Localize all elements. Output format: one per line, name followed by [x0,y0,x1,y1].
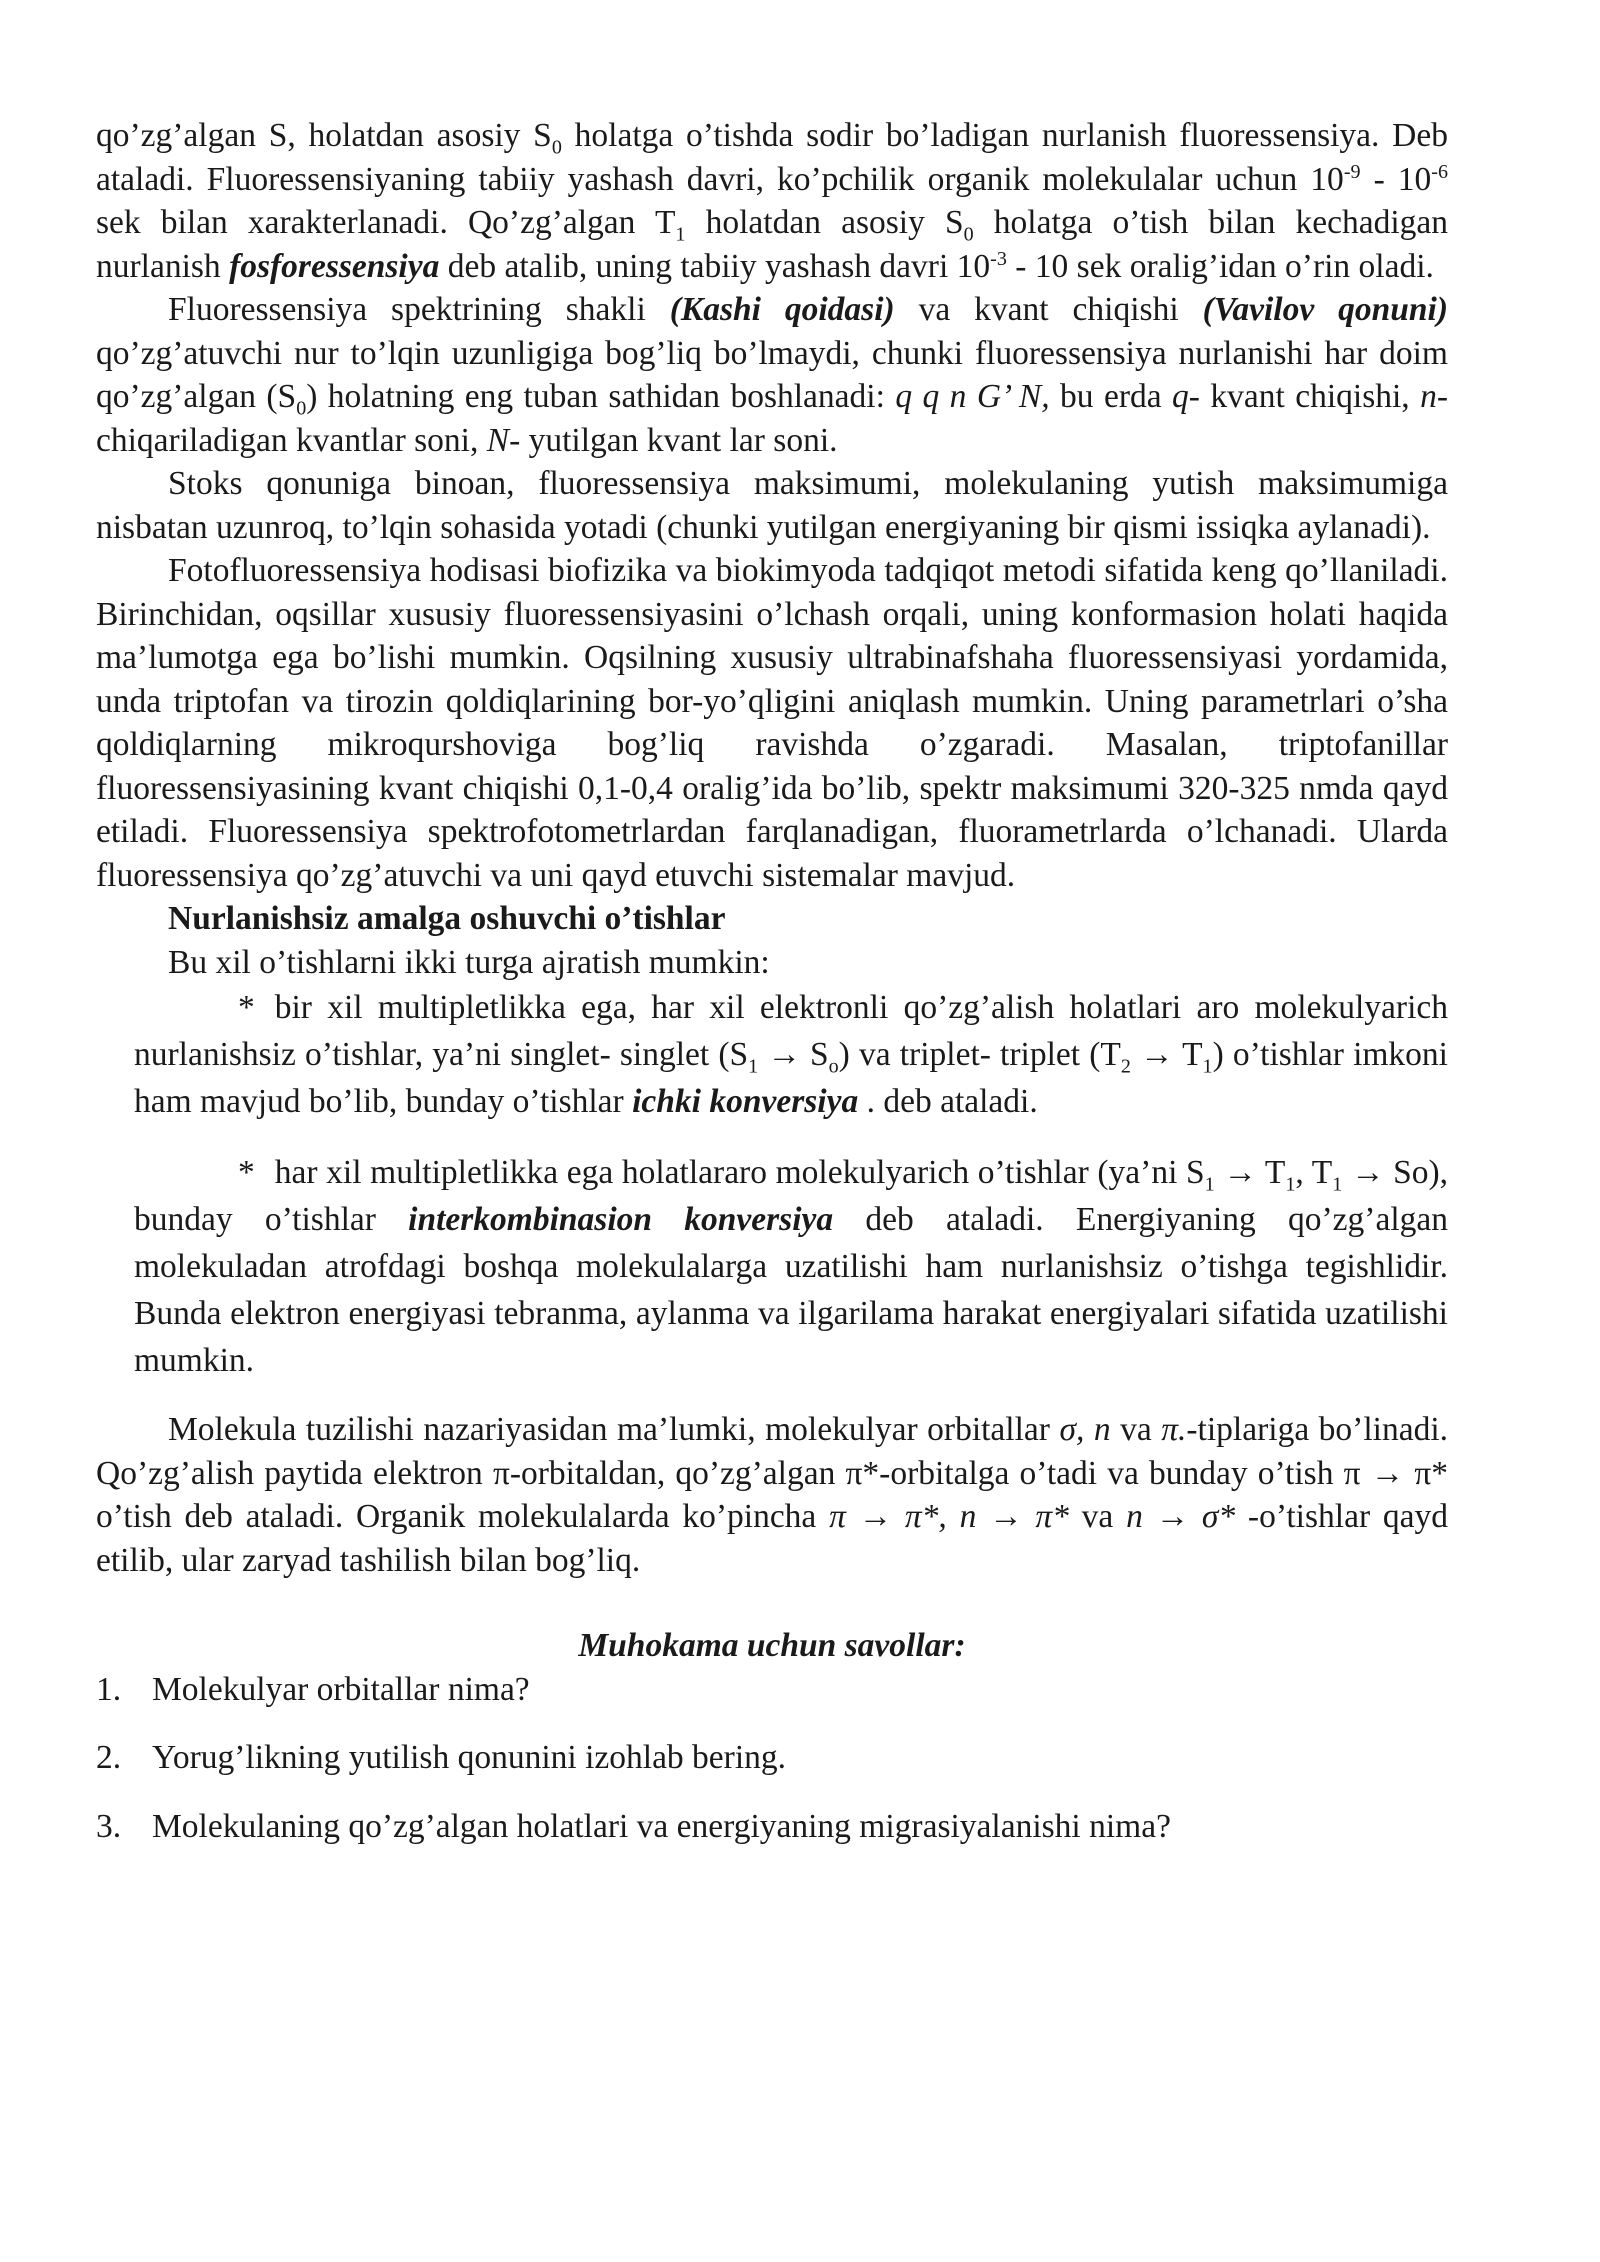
term-intersystem-conversion: interkombinasion konversiya [408,1201,834,1238]
text-run: har xil multipletlikka ega holatlararo molekulyarich o’tishlar (ya’ni S [274,1154,1205,1191]
subscript: 1 [748,1055,759,1078]
text-run: ) o’tishlar imkoni ham mavjud bo’lib, bunday o’tishlar [134,1036,1448,1120]
text-run: Molekula tuzilishi nazariyasidan ma’lumki, molekulyar orbitallar [168,1411,1060,1448]
paragraph-fluorescence-definition [96,114,1448,288]
list-number: 1. [96,1670,122,1708]
paragraph-intro: Bu xil o’tishlarni ikki turga ajratish mumkin: [168,943,770,981]
symbol: π. [1161,1411,1187,1448]
paragraph-stokes-law: Stoks qonuniga binoan, fluoressensiya maksimumi, molekulaning yutish maksimumiga nisbatan uzunroq, to’lqin sohasida yotadi (chunki yutilgan energiyaning bir qismi issiqka aylanadi). [96,465,1448,546]
text-run: → T [1130,1036,1203,1073]
formula: q q n G’ N, [895,378,1050,415]
text-run: -tiplariga bo’linadi. Qo’zg’alish paytida elektron π-orbitaldan, qo’zg’algan π*-orbitalga o’tadi va bunday o’tish π → π* o’tish deb ataladi. Organik molekulalarda ko’pincha [96,1411,1449,1535]
question-text: Yorug’likning yutilish qonunini izohlab bering. [152,1739,787,1776]
symbol: σ, n [1059,1411,1111,1448]
list-item [96,1805,1448,1849]
text-run: holatga o’tish bilan kechadigan nurlanish [96,204,1448,285]
bullet-internal-conversion [134,984,1448,1125]
text-run: va [1110,1411,1162,1448]
bullet-marker: * [238,989,255,1026]
list-item [96,1736,1448,1780]
text-run: deb ataladi. Energiyaning qo’zg’algan molekuladan atrofdagi boshqa molekulalarga uzatilishi ham nurlanishsiz o’tishga tegishlidir. Bunda elektron energiyasi tebranma, aylanma va ilgarilama harakat energiyalari sifatida uzatilishi mumkin. [134,1201,1449,1379]
term-vavilov-law: (Vavilov qonuni) [1202,291,1449,328]
text-run: holatdan asosiy S [685,204,964,241]
text-run: - yutilgan kvant lar soni. [509,421,838,459]
list-item [96,1668,1448,1712]
superscript: -6 [1431,160,1448,183]
subscript: 0 [963,223,974,246]
list-number: 2. [96,1739,122,1776]
text-run: sek bilan xarakterlanadi. Qo’zg’algan T [96,204,676,241]
text-run: . deb ataladi. [858,1083,1038,1120]
list-number: 3. [96,1807,122,1845]
text-run: ) holatning eng tuban sathidan boshlanadi: [306,378,896,415]
bullet-intersystem-conversion [134,1149,1448,1384]
text-run: - kvant chiqishi, [1188,378,1421,415]
subscript: 2 [1120,1055,1131,1078]
subscript: o [828,1055,839,1078]
text-run: - 10 [1360,160,1432,198]
bullet-marker: * [238,1154,255,1191]
text-run: → So), bunday o’tishlar [134,1154,1448,1238]
term-internal-conversion: ichki konversiya [632,1083,859,1120]
text-run: ) va triplet- triplet (T [838,1036,1121,1073]
text-run: → T [1214,1154,1286,1191]
text-run: - chiqariladigan kvantlar soni, [96,378,1448,459]
text-run: deb atalib, uning tabiiy yashash davri 10 [439,247,991,285]
text-run: bir xil multipletlikka ega, har xil elektronli qo’zg’alish holatlari aro molekulyarich nurlanishsiz o’tishlar, ya’ni singlet- singlet (S [134,989,1448,1073]
subscript: 0 [296,397,307,420]
text-run: → S [758,1036,829,1073]
text-run: - 10 sek oralig’idan o’rin oladi. [1006,247,1434,285]
questions-list [96,1668,1448,1849]
paragraph-photofluorescence: Fotofluoressensiya hodisasi biofizika va biokimyoda tadqiqot metodi sifatida keng qo’llaniladi. Birinchidan, oqsillar xususiy fluoressensiyasini o’lchash orqali, uning konformasion holati haqida ma’lumotga ega bo’lishi mumkin. Oqsilning xususiy ultrabinafshaha fluoressensiyasi yordamida, unda triptofan va tirozin qoldiqlarining bor-yo’qligini aniqlash mumkin. Uning parametrlari o’sha qoldiqlarning mikroqurshoviga bog’liq ravishda o’zgaradi. Masalan, triptofanillar fluoressensiyasining kvant chiqishi 0,1-0,4 oralig’ida bo’lib, spektr maksimumi 320-325 nmda qayd etiladi. Fluoressensiya spektrofotometrlardan farqlanadigan, fluorametrlarda o’lchanadi. Ularda fluoressensiya qo’zg’atuvchi va uni qayd etuvchi sistemalar mavjud. [96,552,1448,894]
subscript: 1 [1204,1173,1215,1196]
subscript: 0 [551,136,562,159]
term-kasha-rule: (Kashi qoidasi) [669,291,895,328]
document-page [96,114,1448,1873]
subscript: 1 [1285,1173,1296,1196]
text-run: qo’zg’atuvchi nur to’lqin uzunligiga bog’liq bo’lmaydi, chunki fluoressensiya nurlanishi har doim qo’zg’algan (S [96,334,1448,415]
text-run: -o’tishlar qayd etilib, ular zaryad tashilish bilan bog’liq. [96,1498,1448,1579]
question-text: Molekulyar orbitallar nima? [152,1670,530,1708]
question-text: Molekulaning qo’zg’algan holatlari va energiyaning migrasiyalanishi nima? [152,1807,1171,1845]
text-run: qo’zg’algan S, holatdan asosiy S [96,117,552,154]
subscript: 1 [1332,1173,1343,1196]
text-run: holatga o’tishda sodir bo’ladigan nurlanish fluoressensiya. Deb ataladi. Fluoressensiyaning tabiiy yashash davri, ko’pchilik organik molekulalar uchun 10 [96,117,1448,198]
term-phosphorescence: fosforessensiya [229,247,440,285]
variable: q [1172,378,1189,415]
superscript: -3 [990,247,1007,270]
subscript: 1 [1202,1055,1213,1078]
subscript: 1 [675,223,686,246]
superscript: -9 [1343,160,1361,183]
symbol: n → σ* [1126,1498,1236,1535]
text-run: va kvant chiqishi [894,291,1203,328]
text-run: bu erda [1049,378,1173,415]
questions-title: Muhokama uchun savollar: [578,1627,966,1664]
symbol: π → π*, n → π* [829,1498,1069,1535]
text-run: Fluoressensiya spektrining shakli [168,291,670,328]
variable: n [1420,378,1437,415]
text-run: va [1068,1498,1127,1535]
paragraph-kasha-vavilov [96,288,1448,462]
section-heading: Nurlanishsiz amalga oshuvchi o’tishlar [168,900,726,937]
text-run: , T [1295,1154,1333,1191]
variable: N [486,421,510,459]
paragraph-molecular-orbitals [96,1408,1448,1582]
